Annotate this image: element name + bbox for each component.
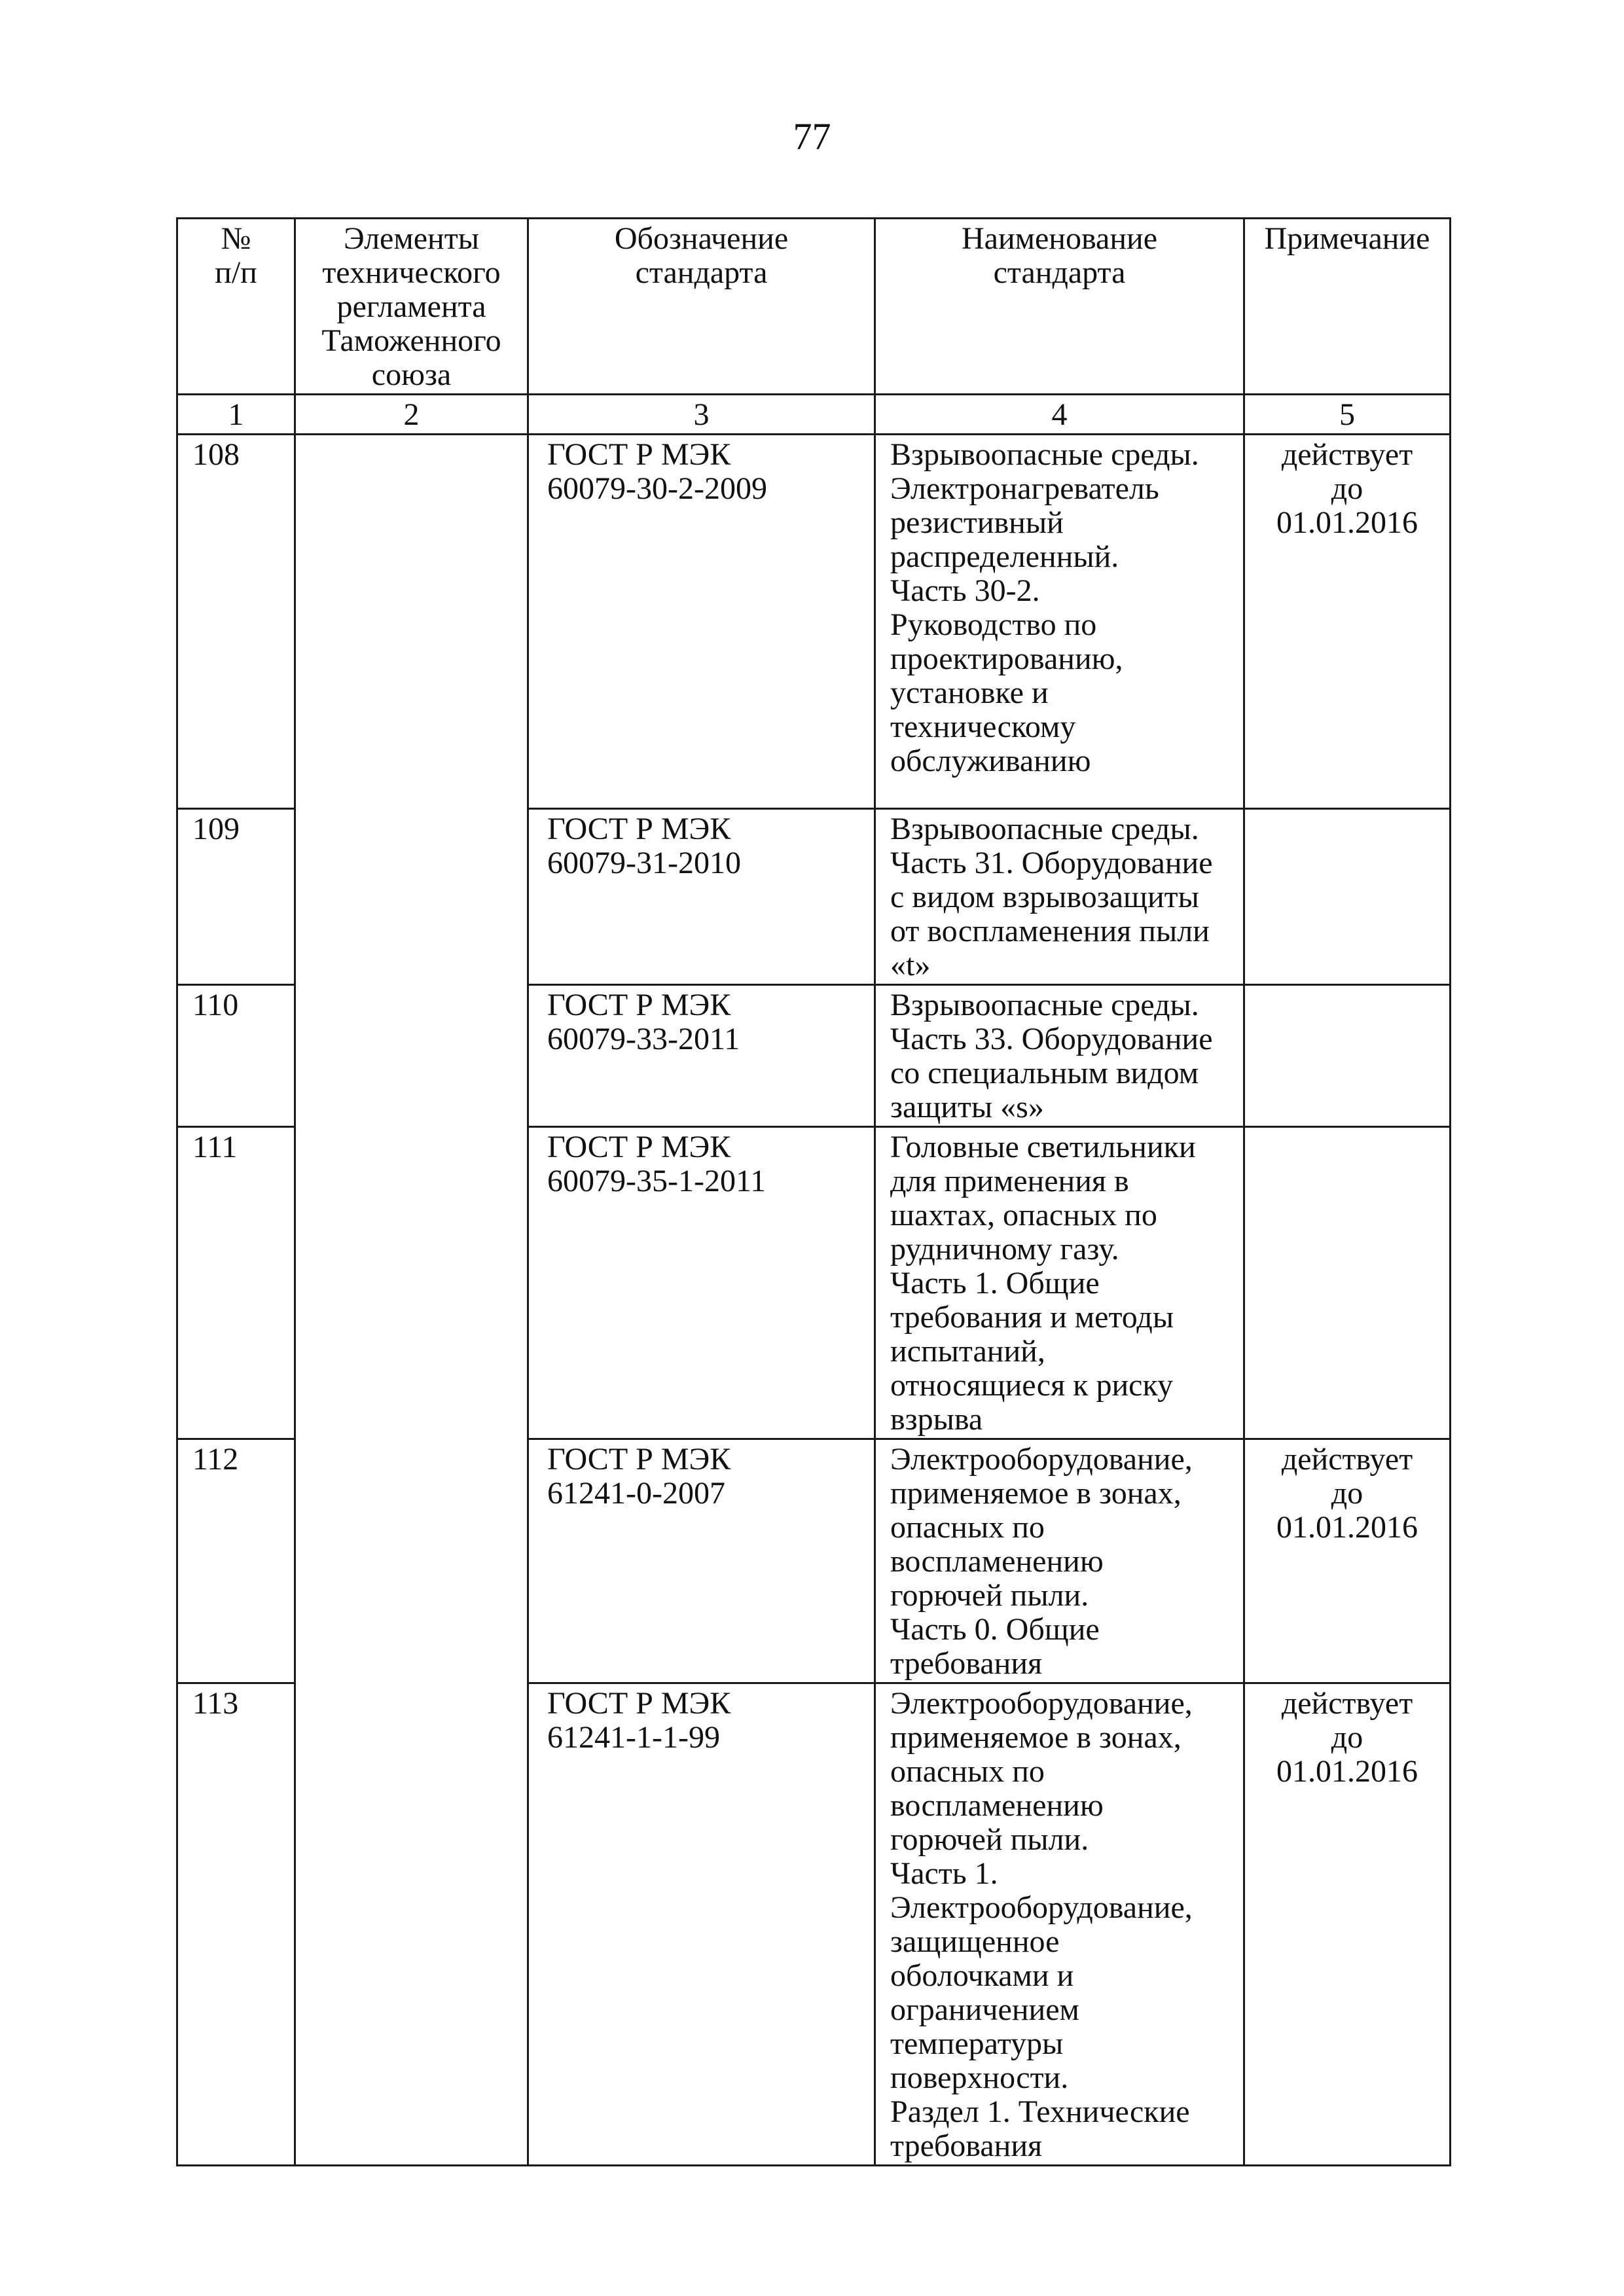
row-number: 108 [177, 435, 295, 809]
row-element [295, 1127, 528, 1439]
row-number: 112 [177, 1439, 295, 1683]
column-number: 4 [875, 395, 1244, 435]
table-row [177, 809, 1451, 985]
row-standard-name: Взрывоопасные среды. Часть 31. Оборудование с видом взрывозащиты от воспламенения пыли «t» [875, 809, 1244, 985]
column-number: 2 [295, 395, 528, 435]
row-note [1244, 1127, 1451, 1439]
row-element [295, 1683, 528, 2166]
table-row [177, 1127, 1451, 1439]
row-note: действует до 01.01.2016 [1244, 1439, 1451, 1683]
row-standard-name: Взрывоопасные среды. Часть 33. Оборудование со специальным видом защиты «s» [875, 985, 1244, 1127]
row-designation: ГОСТ Р МЭК 61241-0-2007 [528, 1439, 875, 1683]
header-element: Элементы технического регламента Таможенного союза [295, 219, 528, 395]
column-number-row [177, 395, 1451, 435]
row-number: 113 [177, 1683, 295, 2166]
row-designation: ГОСТ Р МЭК 60079-33-2011 [528, 985, 875, 1127]
row-number: 109 [177, 809, 295, 985]
column-number: 1 [177, 395, 295, 435]
row-designation: ГОСТ Р МЭК 60079-35-1-2011 [528, 1127, 875, 1439]
row-standard-name: Электрооборудование, применяемое в зонах, опасных по воспламенению горючей пыли. Часть 1. Электрооборудование, защищенное оболочками и ограничением температуры поверхности. Раздел 1. Технические требования [875, 1683, 1244, 2166]
row-element [295, 985, 528, 1127]
row-standard-name: Головные светильники для применения в шахтах, опасных по рудничному газу. Часть 1. Общие требования и методы испытаний, относящиеся к риску взрыва [875, 1127, 1244, 1439]
column-number: 5 [1244, 395, 1451, 435]
header-note: Примечание [1244, 219, 1451, 395]
table-row [177, 1683, 1451, 2166]
row-number: 111 [177, 1127, 295, 1439]
header-name: Наименование стандарта [875, 219, 1244, 395]
row-standard-name: Электрооборудование, применяемое в зонах, опасных по воспламенению горючей пыли. Часть 0. Общие требования [875, 1439, 1244, 1683]
row-designation: ГОСТ Р МЭК 60079-30-2-2009 [528, 435, 875, 809]
column-number: 3 [528, 395, 875, 435]
row-element [295, 809, 528, 985]
table-row [177, 985, 1451, 1127]
row-standard-name: Взрывоопасные среды. Электронагреватель резистивный распределенный. Часть 30-2. Руководство по проектированию, установке и техническому обслуживанию [875, 435, 1244, 809]
header-number: № п/п [177, 219, 295, 395]
table-header-row [177, 219, 1451, 395]
standards-table [176, 217, 1451, 2166]
row-number: 110 [177, 985, 295, 1127]
row-note [1244, 985, 1451, 1127]
header-designation: Обозначение стандарта [528, 219, 875, 395]
row-element [295, 1439, 528, 1683]
table-row [177, 1439, 1451, 1683]
row-element [295, 435, 528, 809]
row-note: действует до 01.01.2016 [1244, 435, 1451, 809]
row-note: действует до 01.01.2016 [1244, 1683, 1451, 2166]
row-designation: ГОСТ Р МЭК 61241-1-1-99 [528, 1683, 875, 2166]
row-note [1244, 809, 1451, 985]
page-number: 77 [793, 115, 831, 158]
row-designation: ГОСТ Р МЭК 60079-31-2010 [528, 809, 875, 985]
table-row [177, 435, 1451, 809]
